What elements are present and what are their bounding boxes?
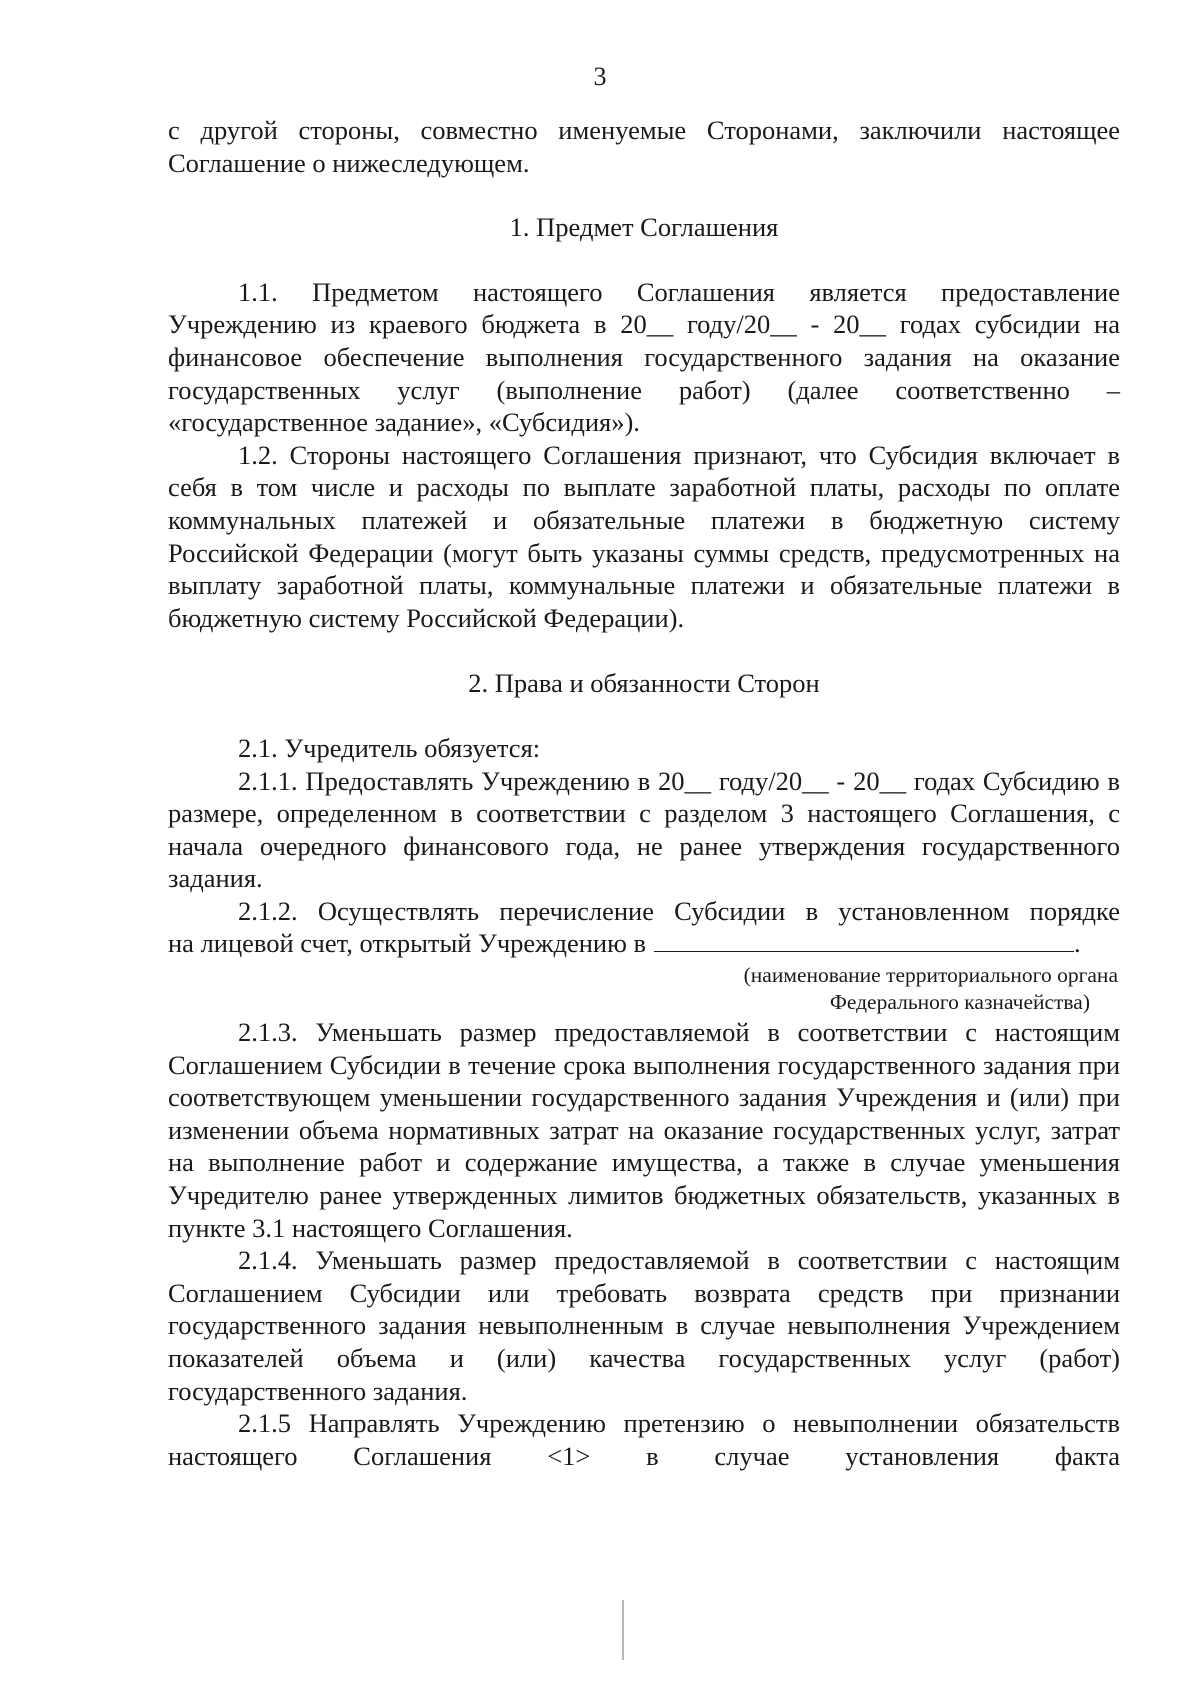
clause-1-2: 1.2. Стороны настоящего Соглашения признают, что Субсидия включает в себя в том числе и расходы по выплате заработной платы, расходы по оплате коммунальных платежей и обязательные платежи в бюджетную систему Российской Федерации (могут быть указаны суммы средств, предусмотренных на выплату заработной платы, коммунальные платежи и обязательные платежи в бюджетную систему Российской Федерации). [168,439,1120,633]
document-body [168,114,1120,1472]
clause-2-1-1: 2.1.1. Предоставлять Учреждению в 20__ году/20__ - 20__ годах Субсидию в размере, определенном в соответствии с разделом 3 настоящего Соглашения, с начала очередного финансового года, не ранее утверждения государственного задания. [168,765,1120,894]
intro-paragraph: с другой стороны, совместно именуемые Сторонами, заключили настоящее Соглашение о нижеследующем. [168,115,1120,178]
clause-1-1: 1.1. Предметом настоящего Соглашения является предоставление Учреждению из краевого бюджета в 20__ году/20__ - 20__ годах субсидии на финансовое обеспечение выполнения государственного задания на оказание государственных услуг (выполнение работ) (далее соответственно – «государственное задание», «Субсидия»). [168,276,1120,438]
clause-2-1-4: 2.1.4. Уменьшать размер предоставляемой в соответствии с настоящим Соглашением Субсидии или требовать возврата средств при признании государственного задания невыполненным в случае невыполнения Учреждением показателей объема и (или) качества государственных услуг (работ) государственного задания. [168,1245,1120,1406]
clause-2-1-2-line-2 [168,927,1120,960]
clause-2-1-3: 2.1.3. Уменьшать размер предоставляемой в соответствии с настоящим Соглашением Субсидии в течение срока выполнения государственного задания при соответствующем уменьшении государственного задания Учреждения и (или) при изменении объема нормативных затрат на оказание государственных услуг, затрат на выполнение работ и содержание имущества, а также в случае уменьшения Учредителю ранее утвержденных лимитов бюджетных обязательств, указанных в пункте 3.1 настоящего Соглашения. [168,1017,1120,1243]
territorial-body-blank-field [654,929,1074,952]
scan-artifact-line [622,1600,624,1660]
spacer [168,634,1120,667]
section-1-heading: 1. Предмет Соглашения [509,212,779,243]
clause-2-1-2-period: . [1074,928,1081,959]
clause-2-1: 2.1. Учредитель обязуется: [238,732,541,763]
clause-2-1-2-text: на лицевой счет, открытый Учреждению в [168,928,647,959]
spacer [168,244,1120,276]
field-caption-line-1: (наименование территориального органа [743,963,1118,988]
spacer [168,700,1120,732]
page-number: 3 [593,62,607,91]
section-2-heading: 2. Права и обязанности Сторон [468,668,820,699]
spacer [168,179,1120,211]
field-caption-line-2: Федерального казначейства) [829,990,1090,1015]
clause-2-1-2-line-1: 2.1.2. Осуществлять перечисление Субсидии в установленном порядке [238,895,1120,926]
clause-2-1-5: 2.1.5 Направлять Учреждению претензию о невыполнении обязательств настоящего Соглашения <1> в случае установления факта [168,1408,1120,1471]
field-caption [168,962,1120,1016]
